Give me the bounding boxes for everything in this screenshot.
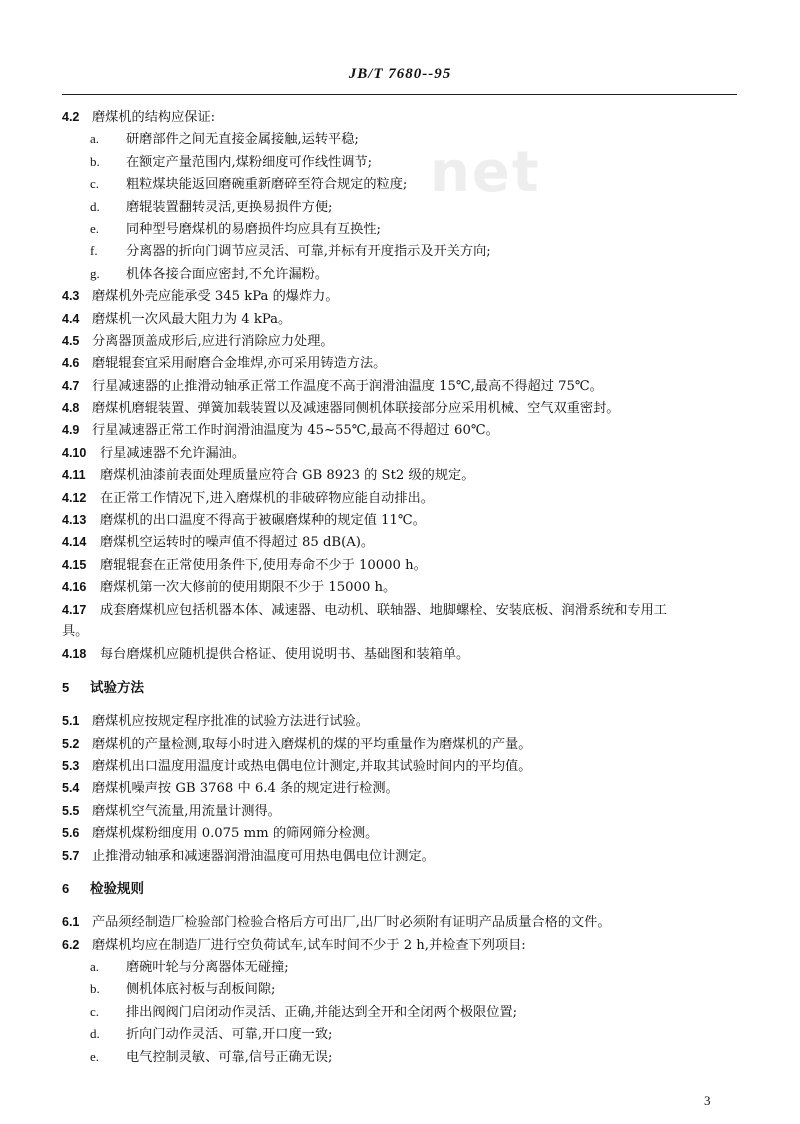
clause-number: 5.6: [62, 826, 80, 841]
section-number: 5: [62, 679, 70, 695]
clause-number: 5.7: [62, 848, 80, 863]
clause-text: 止推滑动轴承和减速器润滑油温度可用热电偶电位计测定。: [92, 848, 435, 864]
clause: [62, 845, 742, 867]
sub-clause-letter: f.: [90, 243, 98, 259]
clause-text: 同种型号磨煤机的易磨损件均应具有互换性;: [126, 221, 382, 237]
clause-number: 4.10: [62, 445, 87, 460]
clause-text: 电气控制灵敏、可靠,信号正确无误;: [126, 1049, 333, 1065]
sub-clause-letter: a.: [90, 131, 100, 147]
sub-clause: [62, 956, 742, 978]
clause-text: 磨煤机空运转时的噪声值不得超过 85 dB(A)。: [100, 535, 375, 551]
clause-text: 排出阀阀门启闭动作灵活、正确,并能达到全开和全闭两个极限位置;: [126, 1004, 518, 1020]
clause: [62, 822, 742, 844]
sub-clause: [62, 128, 742, 150]
clause-text: 磨碗叶轮与分离器体无碰撞;: [126, 960, 289, 976]
clause-text: 磨煤机噪声按 GB 3768 中 6.4 条的规定进行检测。: [92, 781, 399, 797]
sub-clause-letter: e.: [90, 220, 100, 236]
clause-text: 在额定产量范围内,煤粉细度可作线性调节;: [126, 154, 373, 170]
clause: [62, 487, 742, 509]
clause-text: 磨煤机的产量检测,取每小时进入磨煤机的煤的平均重量作为磨煤机的产量。: [92, 736, 532, 752]
clause-text: 分离器顶盖成形后,应进行消除应力处理。: [92, 333, 334, 349]
clause-text: 每台磨煤机应随机提供合格证、使用说明书、基础图和装箱单。: [100, 647, 470, 663]
clause: [62, 442, 742, 464]
clause-list-6: [62, 911, 742, 1068]
sub-clause-letter: b.: [90, 153, 100, 169]
section-title: 试验方法: [90, 679, 144, 696]
sub-clause: [62, 1046, 742, 1068]
clause-text: 侧机体底衬板与刮板间隙;: [126, 982, 276, 998]
clause-number: 5.4: [62, 781, 80, 796]
sub-clause: [62, 218, 742, 240]
clause: [62, 777, 742, 799]
clause: [62, 733, 742, 755]
section-title: 检验规则: [90, 880, 144, 897]
clause-number: 4.7: [62, 378, 80, 393]
clause: [62, 755, 742, 777]
clause-text: 磨煤机应按规定程序批准的试验方法进行试验。: [92, 714, 369, 730]
clause-number: 5.2: [62, 736, 80, 751]
clause: [62, 285, 742, 307]
clause: [62, 576, 742, 598]
clause: [62, 106, 742, 128]
clause-number: 4.15: [62, 557, 87, 572]
clause: [62, 464, 742, 486]
clause: [62, 330, 742, 352]
clause-number: 5.3: [62, 758, 80, 773]
clause-text: 磨煤机外壳应能承受 345 kPa 的爆炸力。: [92, 289, 339, 305]
sub-clause-letter: b.: [90, 981, 100, 997]
document-code-header: JB/T 7680--95: [348, 66, 452, 82]
document-body: [62, 106, 742, 1068]
clause: [62, 800, 742, 822]
clause-text: 磨煤机出口温度用温度计或热电偶电位计测定,并取其试验时间内的平均值。: [92, 758, 532, 774]
header-rule: [62, 94, 737, 95]
clause-list-4: [62, 106, 742, 666]
clause-text: 磨煤机均应在制造厂进行空负荷试车,试车时间不少于 2 h,并检查下列项目:: [92, 937, 526, 953]
clause-text: 机体各接合面应密封,不允许漏粉。: [126, 266, 329, 282]
clause-text: 产品须经制造厂检验部门检验合格后方可出厂,出厂时必须附有证明产品质量合格的文件。: [92, 915, 611, 931]
clause: [62, 352, 742, 374]
sub-clause: [62, 1001, 742, 1023]
clause-number: 4.3: [62, 289, 80, 304]
clause: [62, 710, 742, 732]
sub-clause: [62, 151, 742, 173]
sub-clause-letter: d.: [90, 198, 100, 214]
clause-text: 磨辊辊套在正常使用条件下,使用寿命不少于 10000 h。: [100, 557, 427, 573]
sub-clause: [62, 173, 742, 195]
sub-clause-letter: g.: [90, 265, 100, 281]
clause-text: 磨煤机磨辊装置、弹簧加载装置以及减速器同侧机体联接部分应采用机械、空气双重密封。: [92, 401, 620, 417]
clause: [62, 375, 742, 397]
clause-text: 磨煤机第一次大修前的使用期限不少于 15000 h。: [100, 580, 397, 596]
clause-number: 6.1: [62, 915, 80, 930]
clause-number: 4.2: [62, 110, 80, 124]
clause-number: 4.11: [62, 468, 86, 483]
clause-number: 4.17: [62, 602, 87, 617]
clause-number: 4.6: [62, 356, 80, 371]
clause-text: 行星减速器正常工作时润滑油温度为 45~55℃,最高不得超过 60℃。: [92, 423, 499, 439]
clause: [62, 911, 742, 933]
clause: [62, 621, 742, 643]
sub-clause-letter: d.: [90, 1026, 100, 1042]
clause-text: 行星减速器不允许漏油。: [100, 445, 246, 461]
clause-number: 4.16: [62, 580, 87, 595]
clause-number: 4.5: [62, 333, 80, 348]
clause-text: 磨煤机空气流量,用流量计测得。: [92, 803, 281, 819]
clause-text: 磨煤机的出口温度不得高于被碾磨煤种的规定值 11℃。: [100, 513, 426, 529]
clause-text: 具。: [62, 623, 89, 639]
clause-number: 6.2: [62, 937, 80, 952]
sub-clause: [62, 1023, 742, 1045]
clause: [62, 419, 742, 441]
section-heading-5: [62, 677, 742, 699]
sub-clause-letter: e.: [90, 1048, 100, 1064]
clause-text: 粗粒煤块能返回磨碗重新磨碎至符合规定的粒度;: [126, 177, 408, 193]
watermark: net: [430, 140, 541, 205]
clause: [62, 308, 742, 330]
clause-number: 4.18: [62, 647, 87, 662]
section-number: 6: [62, 880, 70, 896]
clause-text: 研磨部件之间无直接金属接触,运转平稳;: [126, 132, 359, 148]
clause-text: 分离器的折向门调节应灵活、可靠,并标有开度指示及开关方向;: [126, 244, 491, 260]
sub-clause-letter: c.: [90, 1003, 100, 1019]
clause-number: 4.13: [62, 513, 87, 528]
clause-text: 折向门动作灵活、可靠,开口度一致;: [126, 1027, 333, 1043]
section-heading-6: [62, 878, 742, 900]
clause-number: 4.12: [62, 490, 87, 505]
clause-text: 磨煤机煤粉细度用 0.075 mm 的筛网筛分检测。: [92, 826, 379, 842]
page-number: 3: [704, 1093, 711, 1108]
clause: [62, 397, 742, 419]
clause: [62, 643, 742, 665]
clause-text: 行星减速器的止推滑动轴承正常工作温度不高于润滑油温度 15℃,最高不得超过 75℃。: [92, 378, 603, 394]
sub-clause: [62, 978, 742, 1000]
clause: [62, 531, 742, 553]
clause: [62, 599, 742, 621]
clause-text: 磨辊装置翻转灵活,更换易损件方便;: [126, 199, 333, 215]
clause-text: 在正常工作情况下,进入磨煤机的非破碎物应能自动排出。: [100, 490, 434, 506]
clause-number: 4.4: [62, 311, 80, 326]
clause: [62, 554, 742, 576]
clause-number: 4.8: [62, 401, 80, 416]
clause-list-5: [62, 710, 742, 867]
clause-text: 磨煤机油漆前表面处理质量应符合 GB 8923 的 St2 级的规定。: [100, 468, 475, 484]
clause-text: 磨煤机的结构应保证:: [92, 110, 216, 125]
clause-number: 4.14: [62, 535, 87, 550]
clause-text: 磨辊辊套宜采用耐磨合金堆焊,亦可采用铸造方法。: [92, 356, 387, 372]
clause-number: 5.5: [62, 803, 80, 818]
sub-clause: [62, 240, 742, 262]
sub-clause: [62, 263, 742, 285]
sub-clause-letter: c.: [90, 176, 100, 192]
clause: [62, 934, 742, 956]
clause-text: 成套磨煤机应包括机器本体、减速器、电动机、联轴器、地脚螺栓、安装底板、润滑系统和专用工: [100, 602, 668, 618]
clause-number: 5.1: [62, 714, 80, 729]
clause-text: 磨煤机一次风最大阻力为 4 kPa。: [92, 311, 292, 327]
clause: [62, 509, 742, 531]
sub-clause-letter: a.: [90, 959, 100, 975]
sub-clause: [62, 196, 742, 218]
clause-number: 4.9: [62, 423, 80, 438]
